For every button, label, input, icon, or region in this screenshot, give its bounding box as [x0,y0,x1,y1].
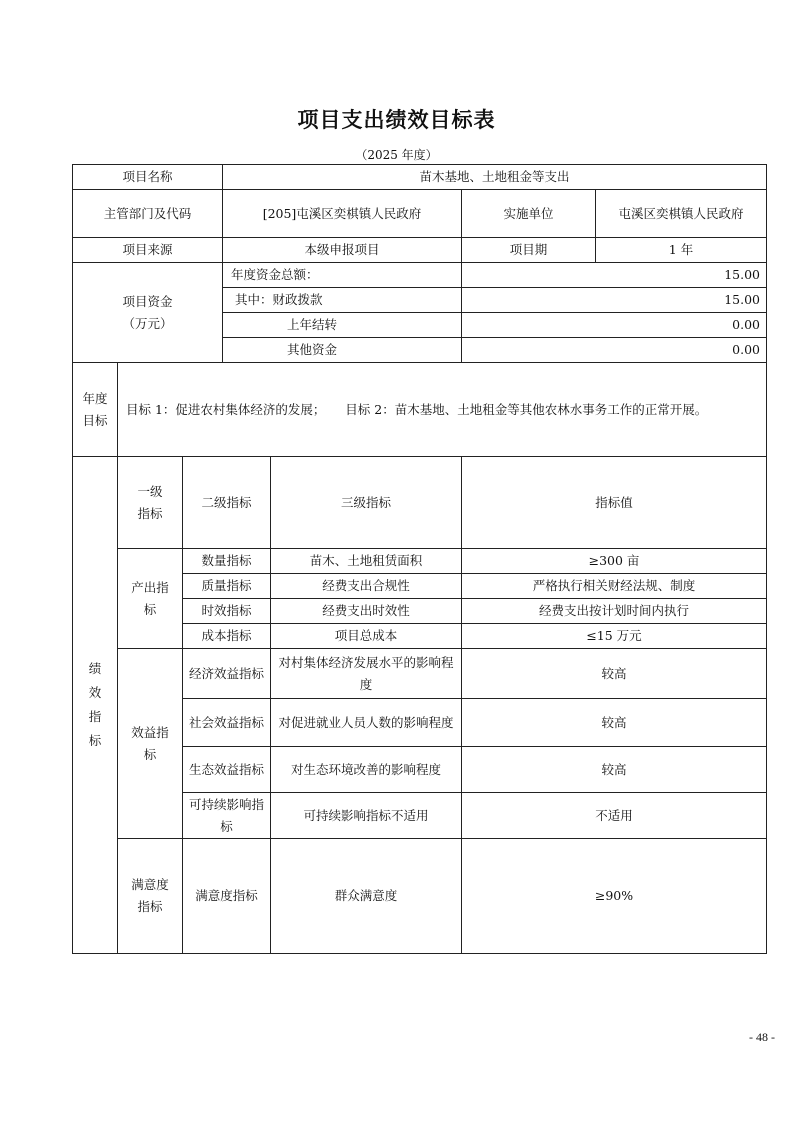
benefit-level2: 可持续影响指标 [183,793,271,839]
header-level1 [118,457,183,549]
perf-section-label [73,457,118,954]
dept-value: [205]屯溪区奕棋镇人民政府 [223,190,462,238]
output-value: 经费支出按计划时间内执行 [462,599,767,624]
perf-label-char: 绩 [88,661,102,676]
funds-row [73,263,767,288]
header-level2: 二级指标 [183,457,271,549]
benefit-level3: 对促进就业人员人数的影响程度 [271,699,462,747]
perf-label-char: 标 [88,733,102,748]
perf-header-row [73,457,767,549]
satisfaction-value: ≥90% [462,839,767,954]
project-name-value: 苗木基地、土地租金等支出 [223,165,767,190]
project-name-label: 项目名称 [73,165,223,190]
output-label-line2: 标 [143,601,157,617]
goal-label [73,363,118,457]
benefit-row [73,649,767,699]
satisfaction-label-line2: 指标 [137,899,163,914]
output-level2: 质量指标 [183,574,271,599]
header-value: 指标值 [462,457,767,549]
period-label: 项目期 [462,238,596,263]
output-row [73,549,767,574]
performance-target-table [72,164,767,954]
page-title: 项目支出绩效目标表 [297,108,496,132]
impl-value: 屯溪区奕棋镇人民政府 [596,190,767,238]
funds-row-value: 15.00 [462,263,767,288]
goal-text: 目标 1：促进农村集体经济的发展； 目标 2：苗木基地、土地租金等其他农林水事务工作的正常开展。 [118,363,767,457]
benefit-level2: 经济效益指标 [183,649,271,699]
goal-label-line1: 年度 [82,390,108,406]
output-value: ≤15 万元 [462,624,767,649]
goal-label-line2: 目标 [82,412,108,428]
output-level3: 项目总成本 [271,624,462,649]
benefit-level3: 可持续影响指标不适用 [271,793,462,839]
row-project-name [73,165,767,190]
impl-label: 实施单位 [462,190,596,238]
benefit-level2: 生态效益指标 [183,747,271,793]
row-annual-goal [73,363,767,457]
satisfaction-row [73,839,767,954]
satisfaction-level3: 群众满意度 [271,839,462,954]
funds-row-value: 15.00 [462,288,767,313]
funds-row-value: 0.00 [462,313,767,338]
funds-row-label: 其中：财政拨款 [223,288,462,313]
output-level3: 苗木、土地租赁面积 [271,549,462,574]
funds-label [73,263,223,363]
fiscal-year: （2025 年度） [355,148,438,162]
benefit-level3: 对生态环境改善的影响程度 [271,747,462,793]
header-level1-line2: 指标 [137,505,163,521]
benefit-label-line2: 标 [143,746,157,762]
header-level3: 三级指标 [271,457,462,549]
perf-label-char: 效 [88,685,102,700]
benefit-value: 较高 [462,649,767,699]
dept-label: 主管部门及代码 [73,190,223,238]
source-label: 项目来源 [73,238,223,263]
row-source [73,238,767,263]
funds-label-line1: 项目资金 [122,293,173,309]
funds-row-label: 上年结转 [223,313,462,338]
funds-label-line2: （万元） [122,315,173,331]
page-number: - 48 - [749,1030,775,1044]
satisfaction-level2: 满意度指标 [183,839,271,954]
funds-row-label: 年度资金总额： [223,263,462,288]
source-value: 本级申报项目 [223,238,462,263]
output-level2: 成本指标 [183,624,271,649]
period-value: 1 年 [596,238,767,263]
output-label [118,549,183,649]
benefit-level3: 对村集体经济发展水平的影响程度 [271,649,462,699]
benefit-value: 较高 [462,747,767,793]
benefit-label [118,649,183,839]
output-label-line1: 产出指 [131,579,169,595]
benefit-label-line1: 效益指 [131,724,169,740]
row-department [73,190,767,238]
benefit-value: 较高 [462,699,767,747]
output-level3: 经费支出合规性 [271,574,462,599]
output-value: ≥300 亩 [462,549,767,574]
output-level3: 经费支出时效性 [271,599,462,624]
perf-label-char: 指 [88,709,102,724]
output-value: 严格执行相关财经法规、制度 [462,574,767,599]
benefit-value: 不适用 [462,793,767,839]
output-level2: 数量指标 [183,549,271,574]
satisfaction-label-line1: 满意度 [131,877,169,892]
funds-row-value: 0.00 [462,338,767,363]
satisfaction-label [118,839,183,954]
benefit-level2: 社会效益指标 [183,699,271,747]
funds-row-label: 其他资金 [223,338,462,363]
output-level2: 时效指标 [183,599,271,624]
header-level1-line1: 一级 [137,483,163,499]
